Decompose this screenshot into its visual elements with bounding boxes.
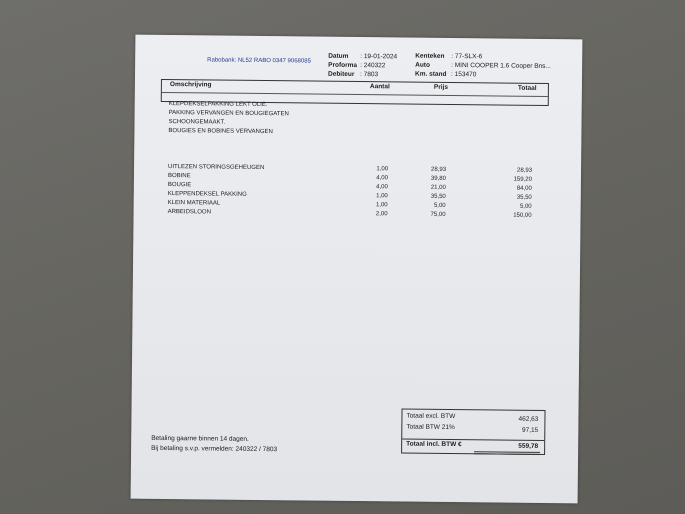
- kenteken-value: : 77-SLX-6: [451, 52, 483, 61]
- row-total: 150,00: [513, 212, 532, 219]
- kenteken-label: Kenteken: [415, 52, 445, 60]
- note-line: SCHOONGEMAAKT.: [168, 119, 226, 126]
- row-qty: 2,00: [375, 211, 388, 218]
- auto-label: Auto: [415, 61, 430, 69]
- row-total: 5,00: [519, 203, 532, 210]
- bank-account: Rabobank: NL52 RABO 0347 9068085: [207, 57, 311, 65]
- col-omschrijving: Omschrijving: [169, 81, 212, 89]
- row-qty: 1,00: [375, 202, 388, 209]
- row-total: 84,00: [516, 185, 532, 192]
- row-desc: KLEIN MATERIAAL: [167, 200, 221, 207]
- totals-box: [401, 408, 545, 455]
- note-line: KLEPDEKSELPAKKING LEKT OLIE.: [168, 101, 268, 109]
- debiteur-value: : 7803: [360, 71, 379, 79]
- row-qty: 1,00: [376, 193, 388, 200]
- proforma-label: Proforma: [328, 61, 358, 69]
- row-desc: ARBEIDSLOON: [167, 209, 211, 216]
- row-price: 75,00: [430, 211, 446, 218]
- total-btw-label: Totaal BTW 21%: [406, 423, 455, 432]
- note-line: PAKKING VERVANGEN EN BOUGIEGATEN: [168, 110, 289, 118]
- kmstand-label: Km. stand: [415, 70, 447, 78]
- total-incl-value: 559,78: [518, 442, 539, 450]
- row-price: 5,00: [433, 202, 446, 209]
- total-btw-value: 97,15: [522, 426, 539, 434]
- row-desc: BOBINE: [167, 173, 191, 180]
- total-incl-label: Totaal incl. BTW €: [406, 440, 462, 449]
- total-excl-label: Totaal excl. BTW: [406, 412, 456, 421]
- datum-value: : 19-01-2024: [360, 53, 398, 61]
- row-desc: BOUGIE: [167, 182, 192, 189]
- grand-total-underline: [474, 451, 540, 455]
- payment-reference: Bij betaling s.v.p. vermelden: 240322 / 7803: [151, 444, 278, 454]
- row-total: 35,50: [516, 194, 532, 201]
- debiteur-label: Debiteur: [328, 70, 355, 78]
- col-prijs: Prijs: [433, 83, 449, 91]
- row-total: 159,20: [513, 176, 532, 183]
- col-totaal: Totaal: [517, 84, 537, 92]
- row-price: 28,93: [430, 166, 447, 173]
- invoice-paper: [131, 35, 583, 504]
- proforma-value: : 240322: [360, 62, 386, 70]
- note-line: BOUGIES EN BOBINES VERVANGEN: [168, 128, 273, 136]
- row-desc: KLEPPENDEKSEL PAKKING: [167, 191, 247, 198]
- col-aantal: Aantal: [369, 83, 390, 91]
- payment-terms: Betaling gaarne binnen 14 dagen.: [151, 434, 249, 443]
- row-price: 21,00: [430, 184, 446, 191]
- header-divider: [162, 92, 548, 97]
- row-total: 28,93: [516, 167, 533, 174]
- row-price: 39,80: [430, 175, 446, 182]
- total-excl-value: 462,63: [518, 415, 539, 423]
- datum-label: Datum: [328, 52, 349, 60]
- row-desc: UITLEZEN STORINGSGEHEUGEN: [168, 164, 265, 172]
- kmstand-value: : 153470: [451, 70, 477, 79]
- auto-value: : MINI COOPER 1.6 Cooper Bns...: [451, 61, 551, 71]
- row-qty: 4,00: [376, 184, 388, 191]
- row-qty: 1,00: [376, 166, 389, 173]
- row-qty: 4,00: [376, 175, 388, 182]
- row-price: 35,50: [430, 193, 446, 200]
